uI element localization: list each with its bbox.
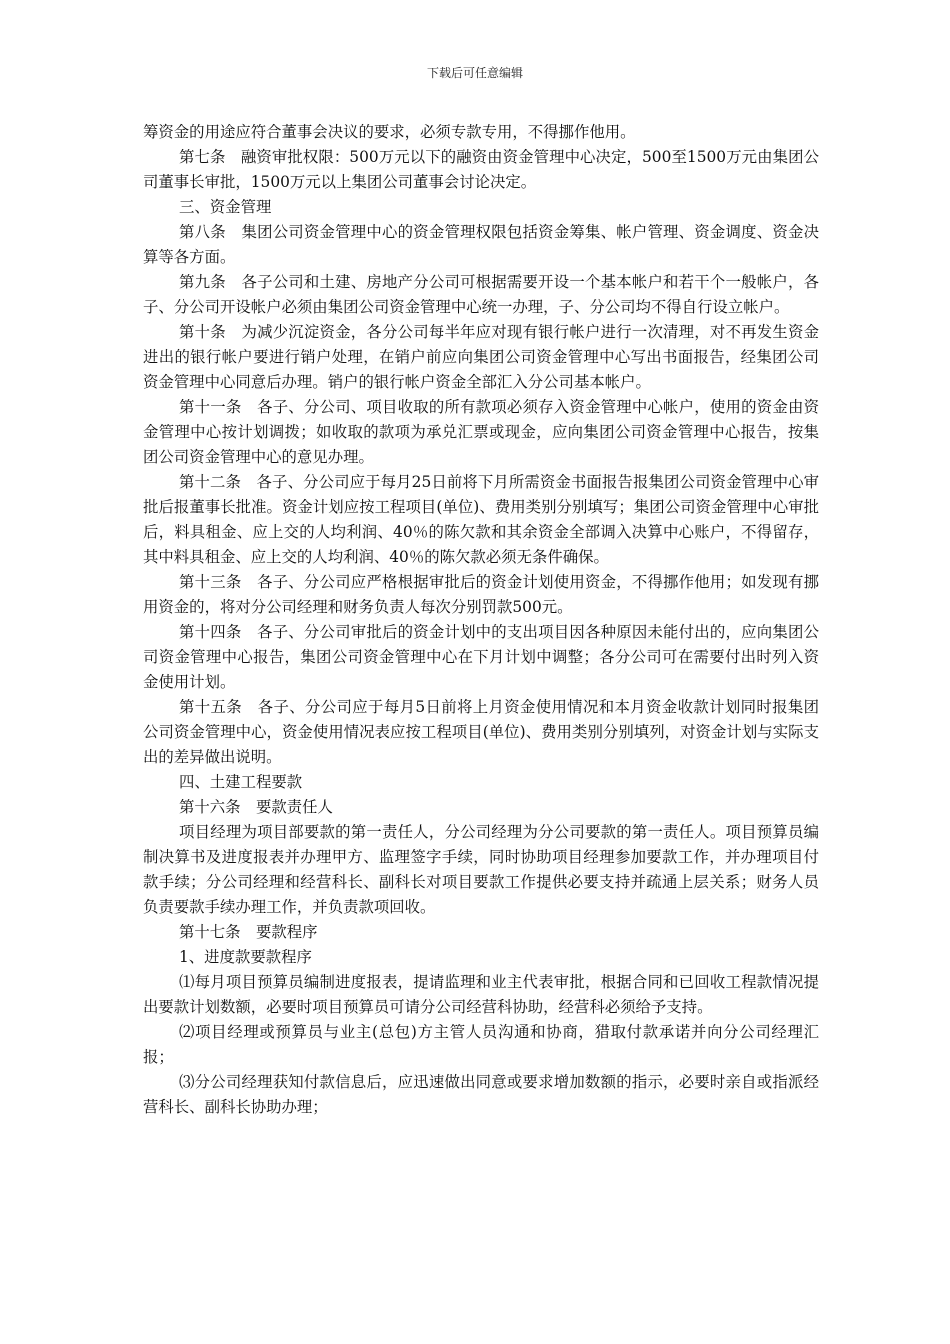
paragraph: 第十三条 各子、分公司应严格根据审批后的资金计划使用资金，不得挪作他用；如发现有挪用资金的，将对分公司经理和财务负责人每次分别罚款500元。 (143, 573, 819, 616)
paragraph: ⑵项目经理或预算员与业主(总包)方主管人员沟通和协商，猎取付款承诺并向分公司经理汇报； (143, 1023, 819, 1066)
document-body (143, 120, 819, 1120)
paragraph: 第十条 为减少沉淀资金，各分公司每半年应对现有银行帐户进行一次清理，对不再发生资金进出的银行帐户要进行销户处理，在销户前应向集团公司资金管理中心写出书面报告，经集团公司资金管理中心同意后办理。销户的银行帐户资金全部汇入分公司基本帐户。 (143, 323, 819, 391)
paragraph: 第十一条 各子、分公司、项目收取的所有款项必须存入资金管理中心帐户，使用的资金由资金管理中心按计划调拨；如收取的款项为承兑汇票或现金，应向集团公司资金管理中心报告，按集团公司资金管理中心的意见办理。 (143, 398, 819, 466)
paragraph: ⑶分公司经理获知付款信息后，应迅速做出同意或要求增加数额的指示，必要时亲自或指派经营科长、副科长协助办理； (143, 1073, 819, 1116)
paragraph: 第十四条 各子、分公司审批后的资金计划中的支出项目因各种原因未能付出的，应向集团公司资金管理中心报告，集团公司资金管理中心在下月计划中调整；各分公司可在需要付出时列入资金使用计划。 (143, 623, 819, 691)
paragraph: ⑴每月项目预算员编制进度报表，提请监理和业主代表审批，根据合同和已回收工程款情况提出要款计划数额，必要时项目预算员可请分公司经营科协助，经营科必须给予支持。 (143, 973, 819, 1016)
paragraph: 第十六条 要款责任人 (179, 798, 333, 816)
paragraph: 四、土建工程要款 (179, 773, 303, 791)
paragraph: 1、进度款要款程序 (179, 948, 312, 966)
paragraph: 第十二条 各子、分公司应于每月25日前将下月所需资金书面报告报集团公司资金管理中心审批后报董事长批准。资金计划应按工程项目(单位)、费用类别分别填写；集团公司资金管理中心审批后，料具租金、应上交的人均利润、40％的陈欠款和其余资金全部调入决算中心账户，不得留存，其中料具租金、应上交的人均利润、40％的陈欠款必须无条件确保。 (143, 473, 819, 566)
paragraph: 第七条 融资审批权限：500万元以下的融资由资金管理中心决定，500至1500万元由集团公司董事长审批，1500万元以上集团公司董事会讨论决定。 (143, 148, 819, 191)
paragraph: 筹资金的用途应符合董事会决议的要求，必须专款专用，不得挪作他用。 (143, 123, 636, 141)
page-header: 下载后可任意编辑 (426, 66, 523, 80)
paragraph: 第十七条 要款程序 (179, 923, 318, 941)
paragraph: 三、资金管理 (179, 198, 272, 216)
paragraph: 项目经理为项目部要款的第一责任人，分公司经理为分公司要款的第一责任人。项目预算员编制决算书及进度报表并办理甲方、监理签字手续，同时协助项目经理参加要款工作，并办理项目付款手续；分公司经理和经营科长、副科长对项目要款工作提供必要支持并疏通上层关系；财务人员负责要款手续办理工作，并负责款项回收。 (143, 823, 819, 916)
paragraph: 第八条 集团公司资金管理中心的资金管理权限包括资金筹集、帐户管理、资金调度、资金决算等各方面。 (143, 223, 819, 266)
paragraph: 第十五条 各子、分公司应于每月5日前将上月资金使用情况和本月资金收款计划同时报集团公司资金管理中心，资金使用情况表应按工程项目(单位)、费用类别分别填列，对资金计划与实际支出的差异做出说明。 (143, 698, 819, 766)
paragraph: 第九条 各子公司和土建、房地产分公司可根据需要开设一个基本帐户和若干个一般帐户，各子、分公司开设帐户必须由集团公司资金管理中心统一办理，子、分公司均不得自行设立帐户。 (143, 273, 819, 316)
